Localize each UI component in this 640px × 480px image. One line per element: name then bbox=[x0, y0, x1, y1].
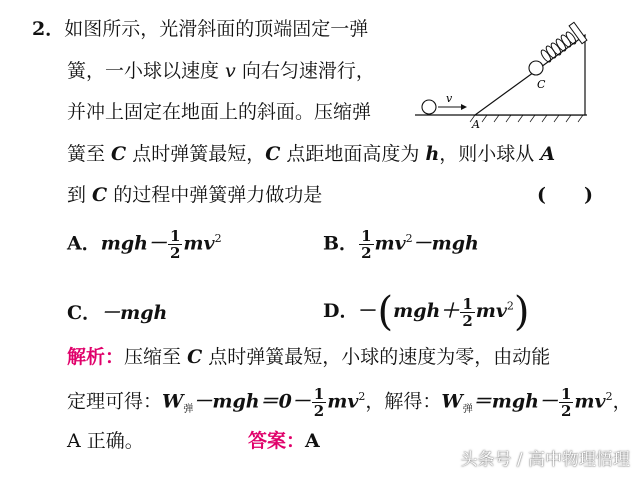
ground-hatch bbox=[470, 115, 583, 122]
analysis-line-2: 定理可得：$W_弹-mgh=0-$ $\frac{1}{2}$ $mv^2$，解得：$W_弹=mgh-$ $\frac{1}{2}$ $mv^2$， bbox=[67, 384, 632, 420]
analysis-line-3: A 正确。 bbox=[67, 430, 144, 452]
question-line-1 bbox=[32, 16, 368, 42]
label-v: v bbox=[446, 92, 453, 105]
ball-on-ground bbox=[422, 100, 436, 114]
fraction-half: $\frac{1}{2}$ bbox=[462, 294, 473, 330]
ball-at-c bbox=[529, 61, 543, 75]
fraction-half: $\frac{1}{2}$ bbox=[361, 226, 372, 262]
left-paren: ( bbox=[377, 289, 394, 335]
velocity-arrowhead bbox=[461, 104, 467, 110]
fraction-half: $\frac{1}{2}$ bbox=[560, 384, 572, 420]
answer-parentheses: ( ) bbox=[537, 184, 593, 206]
question-text-1: 如图所示，光滑斜面的顶端固定一弹 bbox=[64, 18, 369, 40]
label-c: C bbox=[537, 78, 546, 91]
analysis-label: 解析： bbox=[67, 346, 125, 368]
option-a[interactable]: A．mgh－ $\frac{1}{2}$ $mv^2$ bbox=[67, 226, 222, 262]
watermark: 头条号 / 高中物理悟理 bbox=[460, 450, 630, 470]
question-line-5: 到 C 的过程中弹簧弹力做功是 bbox=[67, 184, 323, 206]
answer-value: A bbox=[305, 430, 320, 452]
option-c[interactable]: C．－mgh bbox=[67, 302, 168, 324]
option-d[interactable]: D．－(mgh＋ $\frac{1}{2}$ $mv^2$) bbox=[323, 289, 530, 335]
label-a: A bbox=[472, 118, 480, 131]
question-line-4: 簧至 C 点时弹簧最短，C 点距地面高度为 h，则小球从 A bbox=[67, 143, 556, 165]
question-line-2: 簧，一小球以速度 v 向右匀速滑行， bbox=[67, 60, 375, 82]
fraction-half: $\frac{1}{2}$ bbox=[313, 384, 325, 420]
right-paren: ) bbox=[513, 289, 530, 335]
fraction-half: $\frac{1}{2}$ bbox=[169, 226, 181, 262]
option-b[interactable]: B． $\frac{1}{2}$ $mv^2-mgh$ bbox=[323, 226, 479, 262]
analysis-line-1: 解析：压缩至 C 点时弹簧最短，小球的速度为零，由动能 bbox=[67, 346, 551, 368]
question-line-3: 并冲上固定在地面上的斜面。压缩弹 bbox=[67, 101, 372, 123]
answer-line bbox=[248, 428, 320, 454]
answer-label: 答案： bbox=[248, 430, 306, 452]
incline-spring-diagram bbox=[415, 10, 590, 135]
question-number: 2． bbox=[32, 18, 65, 40]
